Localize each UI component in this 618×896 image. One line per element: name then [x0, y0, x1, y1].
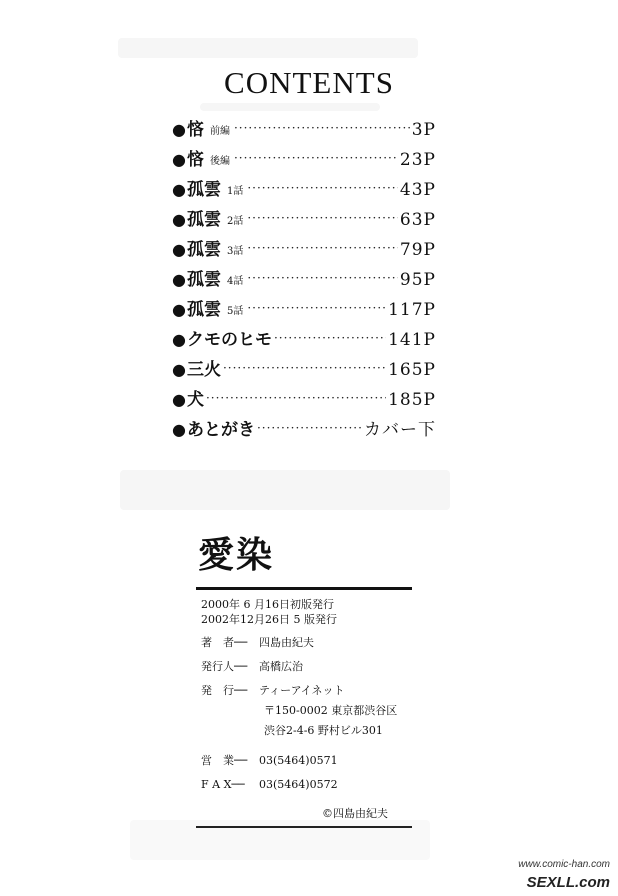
toc-title: 悋 [186, 150, 204, 170]
publisher-name: ティーアイネット [259, 684, 345, 697]
first-edition-date: 2000年 6 月16日初版発行 [201, 598, 334, 611]
spacer [201, 627, 397, 635]
dot-leader [247, 264, 398, 292]
toc-row [172, 206, 436, 236]
bullet-icon: ● [172, 210, 186, 229]
contents-heading: CONTENTS [224, 65, 394, 100]
toc-page-number: 63P [399, 210, 436, 230]
spacer [201, 651, 397, 659]
toc-title: 孤雲 [186, 180, 221, 200]
bullet-icon: ● [172, 180, 186, 199]
dot-leader [257, 414, 362, 442]
publisher-person-name: 高橋広治 [259, 660, 303, 673]
toc-row [172, 326, 436, 356]
toc-page-number: 141P [388, 330, 436, 350]
toc-title: 悋 [186, 120, 204, 140]
author-name: 四島由紀夫 [259, 636, 314, 649]
bullet-icon: ● [172, 420, 186, 439]
fax-line [201, 777, 397, 793]
dot-leader [223, 354, 386, 382]
dot-leader [247, 204, 398, 232]
sales-label: 営 業── [201, 754, 248, 767]
dot-leader [234, 144, 398, 172]
fifth-edition-date: 2002年12月26日 5 版発行 [201, 613, 337, 626]
publisher-person-line [201, 659, 397, 675]
bullet-icon: ● [172, 390, 186, 409]
toc-subtitle: 後編 [209, 156, 230, 167]
toc-page-number: カバー下 [364, 420, 436, 440]
toc-subtitle: 前編 [209, 126, 230, 137]
watermark-site-url: www.comic-han.com [518, 859, 610, 870]
toc-title: 孤雲 [186, 300, 221, 320]
toc-row [172, 146, 436, 176]
toc-title: 犬 [186, 390, 204, 410]
spacer [201, 769, 397, 777]
toc-subtitle: 2話 [226, 216, 244, 227]
toc-page-number: 185P [388, 390, 436, 410]
postal-address: 〒150-0002 東京都渋谷区 [264, 704, 398, 717]
bottom-divider [196, 826, 412, 828]
toc-subtitle: 5話 [226, 306, 244, 317]
toc-page-number: 117P [388, 300, 436, 320]
toc-subtitle: 4話 [226, 276, 244, 287]
table-of-contents [172, 116, 436, 446]
toc-title: 孤雲 [186, 270, 221, 290]
bullet-icon: ● [172, 120, 186, 139]
fax-label: F A X── [201, 778, 245, 791]
colophon [201, 597, 397, 793]
fax-number: 03(5464)0572 [259, 778, 338, 791]
toc-row [172, 416, 436, 446]
bullet-icon: ● [172, 330, 186, 349]
toc-title: 三火 [186, 360, 221, 380]
book-title: 愛染 [198, 534, 275, 576]
toc-row [172, 296, 436, 326]
toc-title: 孤雲 [186, 240, 221, 260]
author-line [201, 635, 397, 651]
toc-title: あとがき [186, 420, 255, 440]
toc-subtitle: 1話 [226, 186, 244, 197]
toc-page-number: 43P [399, 180, 436, 200]
toc-title: 孤雲 [186, 210, 221, 230]
toc-row [172, 386, 436, 416]
bleed-through-mid [120, 470, 450, 510]
toc-row [172, 356, 436, 386]
publisher-person-label: 発行人── [201, 660, 248, 673]
spacer [201, 675, 397, 683]
dot-leader [247, 234, 398, 262]
toc-page-number: 23P [399, 150, 436, 170]
toc-page-number: 95P [399, 270, 436, 290]
sales-phone: 03(5464)0571 [259, 754, 338, 767]
toc-title: クモのヒモ [186, 330, 272, 350]
dot-leader [206, 384, 386, 412]
publisher-line [201, 683, 397, 699]
sales-line [201, 753, 397, 769]
dot-leader [234, 114, 410, 142]
dot-leader [247, 174, 398, 202]
dot-leader [274, 324, 386, 352]
toc-subtitle: 3話 [226, 246, 244, 257]
toc-page-number: 79P [399, 240, 436, 260]
copyright-notice: ©四島由紀夫 [322, 807, 388, 820]
spacer [201, 739, 397, 753]
bleed-through-sub [200, 103, 380, 111]
toc-row [172, 176, 436, 206]
toc-page-number: 165P [388, 360, 436, 380]
author-label: 著 者── [201, 636, 248, 649]
toc-row [172, 266, 436, 296]
watermark-logo: SEXLL.com [526, 874, 610, 891]
bullet-icon: ● [172, 150, 186, 169]
bullet-icon: ● [172, 360, 186, 379]
bleed-through-top [118, 38, 418, 58]
street-address: 渋谷2-4-6 野村ビル301 [264, 724, 383, 737]
bullet-icon: ● [172, 240, 186, 259]
bullet-icon: ● [172, 300, 186, 319]
toc-row [172, 116, 436, 146]
title-divider [196, 587, 412, 590]
bullet-icon: ● [172, 270, 186, 289]
dot-leader [247, 294, 386, 322]
publisher-label: 発 行── [201, 684, 248, 697]
toc-page-number: 3P [411, 120, 436, 140]
toc-row [172, 236, 436, 266]
